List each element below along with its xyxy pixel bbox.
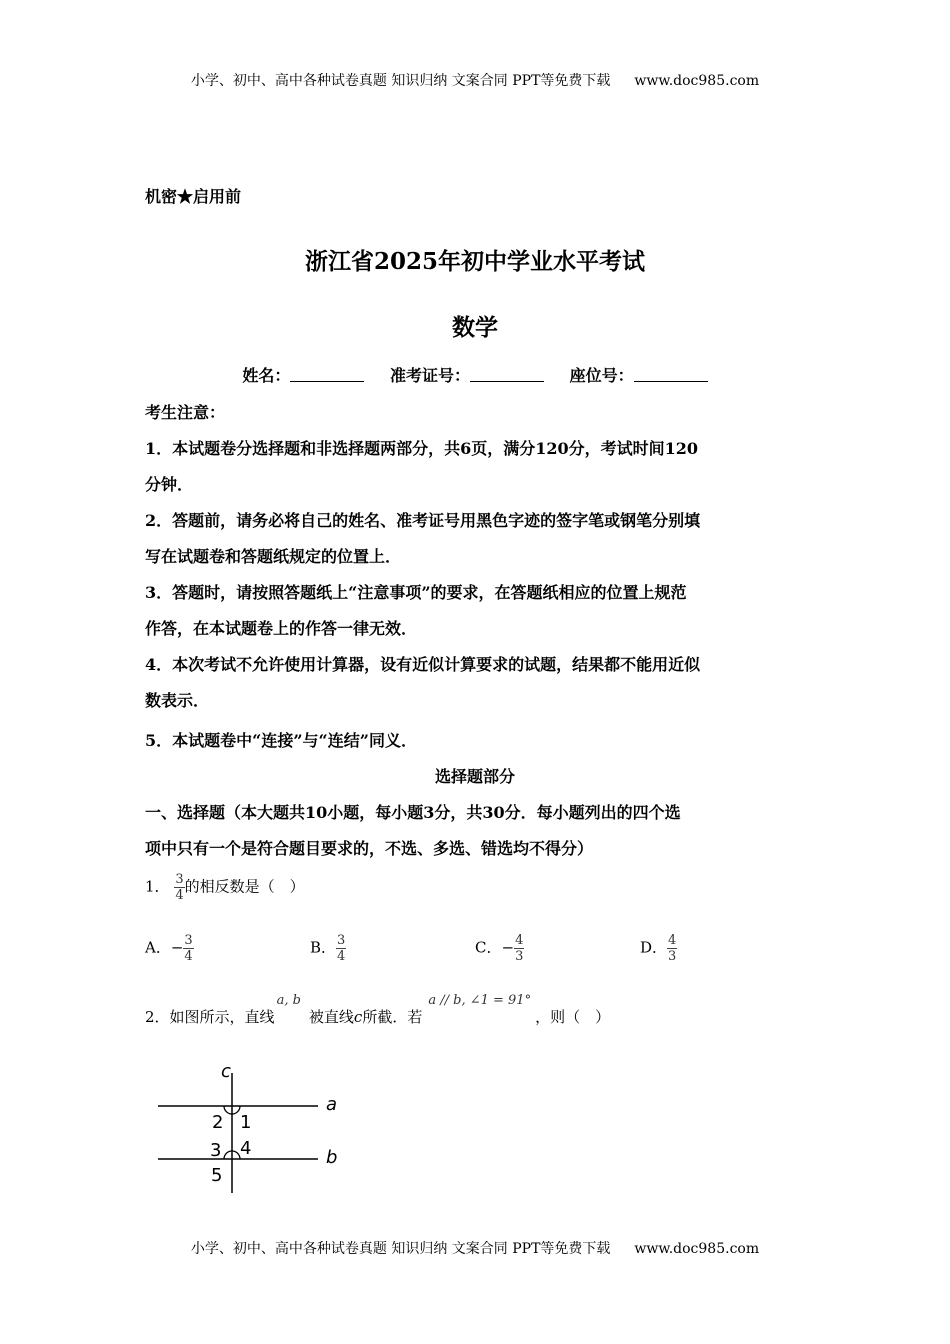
subject-title: 数学 bbox=[452, 314, 498, 341]
ticket-label: 准考证号： bbox=[389, 366, 470, 385]
footer-url: www.doc985.com bbox=[634, 1241, 760, 1257]
section-title: 选择题部分 bbox=[434, 767, 515, 786]
note-line: 3．答题时，请按照答题纸上“注意事项”的要求，在答题纸相应的位置上规范 bbox=[145, 583, 687, 602]
note-line: 4．本次考试不允许使用计算器，设有近似计算要求的试题，结果都不能用近似 bbox=[145, 655, 701, 674]
angle-label-2: 2 bbox=[212, 1112, 224, 1133]
note-line: 1．本试题卷分选择题和非选择题两部分，共6页，满分120分，考试时间120 bbox=[145, 439, 699, 458]
header-site-text: 小学、初中、高中各种试卷真题 知识归纳 文案合同 PPT等免费下载 bbox=[190, 73, 611, 89]
notes-heading: 考生注意： bbox=[145, 403, 226, 422]
page-footer bbox=[0, 1238, 950, 1258]
seat-label: 座位号： bbox=[569, 366, 634, 385]
page-header bbox=[0, 70, 950, 90]
note-line: 分钟． bbox=[145, 475, 194, 494]
label-c: c bbox=[221, 1061, 231, 1082]
seat-blank bbox=[634, 367, 708, 382]
part-one-line2: 项中只有一个是符合题目要求的，不选、多选、错选均不得分） bbox=[145, 839, 594, 858]
q2-line-c: c bbox=[353, 1008, 363, 1026]
q1-option-c[interactable]: C．− $\frac{4}{3}$ bbox=[475, 933, 524, 964]
note-line: 2．答题前，请务必将自己的姓名、准考证号用黑色字迹的签字笔或钢笔分别填 bbox=[145, 511, 701, 530]
note-line: 作答，在本试题卷上的作答一律无效． bbox=[145, 619, 418, 638]
q2-condition: a // b, ∠1 = 91° bbox=[428, 993, 532, 1008]
note-line: 写在试题卷和答题纸规定的位置上． bbox=[145, 547, 402, 566]
ticket-blank bbox=[470, 367, 544, 382]
angle-label-3: 3 bbox=[210, 1140, 222, 1161]
q1-option-d[interactable]: D． $\frac{4}{3}$ bbox=[640, 933, 677, 964]
footer-site-text: 小学、初中、高中各种试卷真题 知识归纳 文案合同 PPT等免费下载 bbox=[190, 1241, 611, 1257]
part-one-line1: 一、选择题（本大题共10小题，每小题3分，共30分．每小题列出的四个选 bbox=[145, 803, 681, 822]
name-blank bbox=[290, 367, 364, 382]
q1-option-b[interactable]: B． $\frac{3}{4}$ bbox=[310, 933, 346, 964]
info-fields bbox=[0, 363, 950, 386]
q2-lines-ab: a, b bbox=[276, 993, 301, 1008]
q1-fraction: $\frac{3}{4}$ bbox=[175, 872, 184, 903]
label-a: a bbox=[326, 1094, 338, 1115]
note-line: 数表示． bbox=[145, 691, 210, 710]
angle-label-5: 5 bbox=[211, 1165, 223, 1186]
note-line: 5．本试题卷中“连接”与“连结”同义． bbox=[145, 731, 417, 750]
angle-label-4: 4 bbox=[240, 1138, 252, 1159]
angle-label-1: 1 bbox=[240, 1112, 252, 1133]
header-url: www.doc985.com bbox=[634, 73, 760, 89]
exam-title: 浙江省2025年初中学业水平考试 bbox=[304, 248, 645, 275]
question-1 bbox=[145, 872, 305, 903]
q2-number: 2． bbox=[145, 1008, 170, 1026]
q2-figure bbox=[150, 1058, 360, 1203]
q1-number: 1． bbox=[145, 877, 170, 896]
name-label: 姓名： bbox=[242, 366, 291, 385]
q1-text: 的相反数是（ ） bbox=[184, 877, 305, 896]
question-2: 2．如图所示，直线a, b被直线c所截．若a // b, ∠1 = 91°，则（ ） bbox=[145, 993, 611, 1026]
label-b: b bbox=[326, 1147, 338, 1168]
q1-option-a[interactable]: A．− $\frac{3}{4}$ bbox=[145, 933, 193, 964]
secret-label: 机密★启用前 bbox=[145, 187, 242, 206]
